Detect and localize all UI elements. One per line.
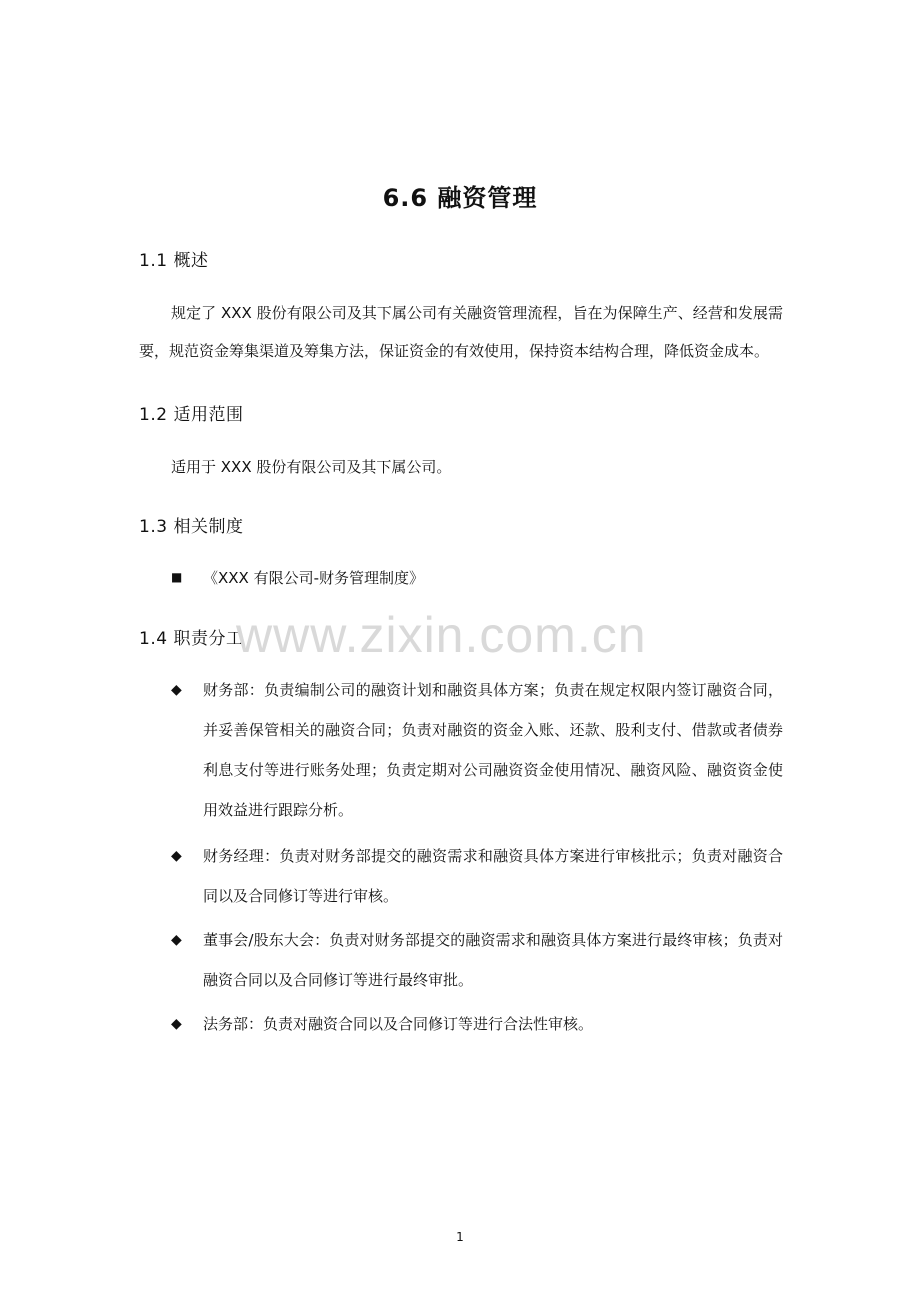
watermark: www.zixin.com.cn: [236, 607, 647, 663]
document-title: 6.6 融资管理: [382, 184, 538, 212]
duty-item-finance: [171, 670, 783, 830]
duty-text: 董事会/股东大会：负责对财务部提交的融资需求和融资具体方案进行最终审核；负责对融资合同以及合同修订等进行最终审批。: [203, 931, 783, 989]
duty-text: 财务部：负责编制公司的融资计划和融资具体方案；负责在规定权限内签订融资合同，并妥善保管相关的融资合同；负责对融资的资金入账、还款、股利支付、借款或者债券利息支付等进行账务处理；负责定期对公司融资资金使用情况、融资风险、融资资金使用效益进行跟踪分析。: [203, 681, 783, 819]
related-rule-item: 《XXX 有限公司-财务管理制度》: [203, 569, 425, 587]
section-heading-overview: 1.1 概述: [139, 251, 209, 271]
section-heading-related: 1.3 相关制度: [139, 517, 244, 537]
duty-item-finance-manager: [171, 836, 783, 916]
duty-text: 财务经理：负责对财务部提交的融资需求和融资具体方案进行审核批示；负责对融资合同以及合同修订等进行审核。: [203, 847, 783, 905]
page-number: 1: [456, 1230, 464, 1244]
section-heading-scope: 1.2 适用范围: [139, 405, 244, 425]
scope-text: 适用于 XXX 股份有限公司及其下属公司。: [171, 458, 452, 476]
section-heading-duties: 1.4 职责分工: [139, 629, 244, 649]
diamond-bullet-icon: ◆: [171, 1016, 182, 1032]
duty-text: 法务部：负责对融资合同以及合同修订等进行合法性审核。: [203, 1015, 594, 1033]
diamond-bullet-icon: ◆: [171, 848, 182, 864]
duty-item-legal: [171, 1004, 783, 1044]
duty-item-board: [171, 920, 783, 1000]
square-bullet-icon: ■: [171, 570, 183, 584]
diamond-bullet-icon: ◆: [171, 932, 182, 948]
overview-paragraph: [139, 294, 783, 370]
overview-text: 规定了 XXX 股份有限公司及其下属公司有关融资管理流程，旨在为保障生产、经营和发展需要，规范资金筹集渠道及筹集方法，保证资金的有效使用，保持资本结构合理，降低资金成本。: [139, 304, 783, 360]
diamond-bullet-icon: ◆: [171, 682, 182, 698]
